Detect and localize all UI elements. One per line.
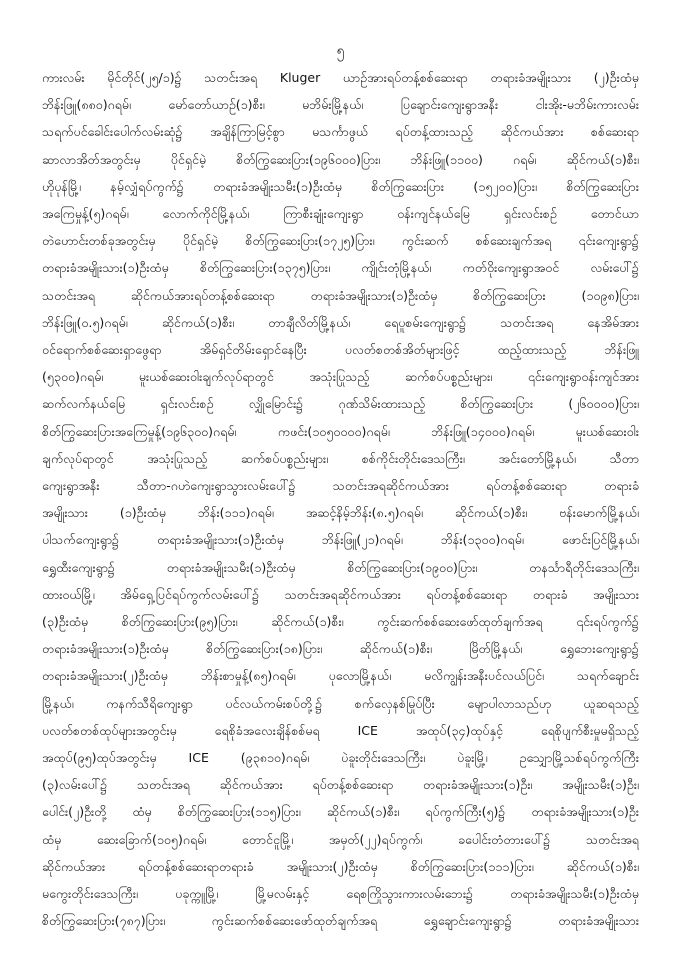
- text-line: စိတ်ကြွဆေးပြား(၇၈၇)ပြား၊ ကွင်းဆက်စစ်ဆေးဖော်ထုတ်ချက်အရ ရွှေချောင်းကျေးရွာ၌ တရားခံအမျိုးသား: [42, 913, 639, 929]
- text-line: ထံမှ ဆေးခြောက်(၁၀၅)ဂရမ်၊ တောင်ငူမြို့၊ အမှတ်(၂၂)ရပ်ကွက်၊ ခပေါင်းတံတားပေါ်၌ သတင်းအရ: [42, 831, 639, 847]
- text-line: ဝင်ရောက်စစ်ဆေးရှာဖွေရာ အိမ်ရှင်တိမ်းရှောင်နေပြီး ပလတ်စတစ်အိတ်များဖြင့် ထည့်ထားသည့် ဘိန်းဖြူ: [42, 342, 639, 358]
- text-line: ဆက်လက်နယ်မြေ ရှင်းလင်းစဉ် လျှိုမြောင်း၌ ဂုဏ်သိမ်းထားသည့် စိတ်ကြွဆေးပြား (၂၆၀၀၀၀)ပြား၊: [42, 396, 639, 412]
- text-line: တရားခံအမျိုးသား(၂)ဦးထံမှ ဘိန်းစာမှုန့်(၈၅)ဂရမ်၊ ပုလောမြို့နယ်၊ မလိကျွန်းအနီးပင်လယ်ပြင်၊ သရက်ချောင်း: [42, 668, 639, 684]
- body-text: [42, 64, 639, 976]
- text-line: တရားခံအမျိုးသား(၁)ဦးထံမှ စိတ်ကြွဆေးပြား(၁၃၇၅)ပြား၊ ကျိုင်းတုံမြို့နယ်၊ ကတ်ဝိုးကျေးရွာအဝင် လမ်းပေါ်၌: [42, 260, 639, 276]
- text-line: အမျိုးသား (၁)ဦးထံမှ ဘိန်း(၁၁၁)ဂရမ်၊ အဆင့်နိမ့်ဘိန်း(၈.၅)ဂရမ်၊ ဆိုင်ကယ်(၁)စီး၊ ဗန်းမောက်မြို့နယ်၊: [42, 505, 639, 521]
- text-line: ဟိုပုန်မြို့၊ နမ့်လျှံရပ်ကွက်၌ တရားခံအမျိုးသမီး(၁)ဦးထံမှ စိတ်ကြွဆေးပြား (၁၅၂၀၀)ပြား၊ စိတ်ကြွဆေးပြား: [42, 178, 639, 194]
- text-line: ရွှေထီးကျေးရွာ၌ တရားခံအမျိုးသမီး(၁)ဦးထံမှ စိတ်ကြွဆေးပြား(၁၉၀၀)ပြား၊ တနင်္သာရီတိုင်းဒေသကြီး၊: [42, 559, 639, 575]
- text-line: ချက်လုပ်ရာတွင် အသုံးပြုသည့် ဆက်စပ်ပစ္စည်းများ၊ စစ်ကိုင်းတိုင်းဒေသကြီး၊ အင်းတော်မြို့နယ်၊ သီတာ: [42, 450, 639, 466]
- text-line: အကြေမှုန့်(၅)ဂရမ်၊ လောက်ကိုင်မြို့နယ်၊ ကြာစီးချုံးကျေးရွာ ဝန်းကျင်နယ်မြေ ရှင်းလင်းစဉ် တောင်ယာ: [42, 206, 639, 222]
- text-line: ပလတ်စတစ်ထုပ်များအတွင်းမှ ရေစိုခံအလေးချိန်စစ်မရ ICE အထုပ်(၃၄)ထုပ်နှင့် ရေစိုပျက်စီးမှုမရှိသည့်: [42, 722, 639, 738]
- text-line: စိတ်ကြွဆေးပြားအကြေမှုန့်(၁၉၆၃၀၀)ဂရမ်၊ ကဖင်း(၁၀၅၀၀၀၀)ဂရမ်၊ ဘိန်းဖြူ(၁၄၀၀၀)ဂရမ်၊ မူးယစ်ဆေးဝါး: [42, 423, 639, 439]
- text-line: တဲဟောင်းတစ်ခုအတွင်းမှ ပိုင်ရှင်မဲ့ စိတ်ကြွဆေးပြား(၁၇၂၅)ပြား၊ ကွင်းဆက် စစ်ဆေးချက်အရ ၎င်းကျေးရွာ၌: [42, 233, 639, 249]
- text-line: ဆာလာအိတ်အတွင်းမှ ပိုင်ရှင်မဲ့ စိတ်ကြွဆေးပြား(၁၉၆၀၀၀)ပြား၊ ဘိန်းဖြူ(၁၁၀၀) ဂရမ်၊ ဆိုင်ကယ်(၁)စီး၊: [42, 151, 639, 167]
- text-line: သရက်ပင်ခေါင်းပေါက်လမ်းဆုံ၌ အချိန်ကြာမြင့်စွာ မသင်္ကာဖွယ် ရပ်တန့်ထားသည့် ဆိုင်ကယ်အား စစ်ဆေးရာ: [42, 124, 639, 140]
- text-line: အထုပ်(၉၅)ထုပ်အတွင်းမှ ICE (၉၃၈၁၀)ဂရမ်၊ ပဲခူးတိုင်းဒေသကြီး၊ ပဲခူးမြို့၊ ဥသျှောမြို့သစ်ရပ်ကွက်ကြီး: [42, 750, 639, 766]
- text-line: (၃)ဦးထံမှ စိတ်ကြွဆေးပြား(၉၅)ပြား၊ ဆိုင်ကယ်(၁)စီး၊ ကွင်းဆက်စစ်ဆေးဖော်ထုတ်ချက်အရ ၎င်းရပ်ကွက်၌: [42, 614, 639, 630]
- text-line: ဘိန်းဖြူ(၈၈၀)ဂရမ်၊ မော်တော်ယာဉ်(၁)စီး၊ မဘိမ်းမြို့နယ်၊ ပြချောင်းကျေးရွာအနီး ငါးအိုး-မဘိမ်းကားလမ်း: [42, 97, 639, 113]
- text-line: ထားဝယ်မြို့၊ အိမ်ရှေ့ပြင်ရပ်ကွက်လမ်းပေါ်၌ သတင်းအရဆိုင်ကယ်အား ရပ်တန့်စစ်ဆေးရာ တရားခံ အမျိုးသား: [42, 586, 639, 602]
- text-line: သတင်းအရ ဆိုင်ကယ်အားရပ်တန့်စစ်ဆေးရာ တရားခံအမျိုးသား(၁)ဦးထံမှ စိတ်ကြွဆေးပြား (၁၀၉၈)ပြား၊: [42, 287, 639, 303]
- text-line: ဘိန်းဖြူ(၀.၅)ဂရမ်၊ ဆိုင်ကယ်(၁)စီး၊ တာချီလိတ်မြို့နယ်၊ ရေပူစမ်းကျေးရွာ၌ သတင်းအရ နေအိမ်အား: [42, 314, 639, 330]
- text-line: မကွေးတိုင်းဒေသကြီး၊ ပခုက္ကူမြို့၊ မြို့မလမ်းနှင့် ရေစကြိုသွားကားလမ်းဘေး၌ တရားခံအမျိုးသမီး(၁)ဦးထံမှ: [42, 886, 639, 902]
- text-line: တရားခံအမျိုးသား(၁)ဦးထံမှ စိတ်ကြွဆေးပြား(၁၈)ပြား၊ ဆိုင်ကယ်(၁)စီး၊ မြိတ်မြို့နယ်၊ ရွှေဘေးကျေးရွာ၌: [42, 641, 639, 657]
- text-line: ပေါင်း(၂)ဦးတို့ ထံမှ စိတ်ကြွဆေးပြား(၁၁၅)ပြား၊ ဆိုင်ကယ်(၁)စီး၊ ရပ်ကွက်ကြီး(၅)၌ တရားခံအမျိုးသား(၁)ဦး: [42, 804, 639, 820]
- text-line: (၃)လမ်းပေါ်၌ သတင်းအရ ဆိုင်ကယ်အား ရပ်တန့်စစ်ဆေးရာ တရားခံအမျိုးသား(၁)ဦး၊ အမျိုးသမီး(၁)ဦး၊: [42, 777, 639, 793]
- page-number: ၅: [336, 43, 345, 59]
- text-line: ကျေးရွာအနီး သီတာ-ဂဟဲကျေးရွာသွားလမ်းပေါ်၌ သတင်းအရဆိုင်ကယ်အား ရပ်တန့်စစ်ဆေးရာ တရားခံ: [42, 478, 639, 494]
- text-line: (၅၃၀၀)ဂရမ်၊ မူးယစ်ဆေးဝါးချက်လုပ်ရာတွင် အသုံးပြုသည့် ဆက်စပ်ပစ္စည်းများ၊ ၎င်းကျေးရွာဝန်းကျင်အား: [42, 369, 639, 385]
- text-line: မြို့နယ်၊ ကနက်သီရိကျေးရွာ ပင်လယ်ကမ်းစပ်တို့၌ စက်လှေနစ်မြုပ်ပြီး မျောပါလာသည်ဟု ယူဆရသည့်: [42, 695, 639, 711]
- text-line: ပါသက်ကျေးရွာ၌ တရားခံအမျိုးသား(၁)ဦးထံမှ ဘိန်းဖြူ(၂၁)ဂရမ်၊ ဘိန်း(၁၃၀၀)ဂရမ်၊ ဖောင်းပြင်မြို့နယ်၊: [42, 532, 639, 548]
- text-line: ဆိုင်ကယ်အား ရပ်တန့်စစ်ဆေးရာတရားခံ အမျိုးသား(၂)ဦးထံမှ စိတ်ကြွဆေးပြား(၁၁၁)ပြား၊ ဆိုင်ကယ်(၁)စီး၊: [42, 858, 639, 874]
- text-line: ကားလမ်း မိုင်တိုင်(၂၅/၁)၌ သတင်းအရ Kluger ယာဉ်အားရပ်တန့်စစ်ဆေးရာ တရားခံအမျိုးသား (၂)ဦးထံမှ: [42, 70, 639, 85]
